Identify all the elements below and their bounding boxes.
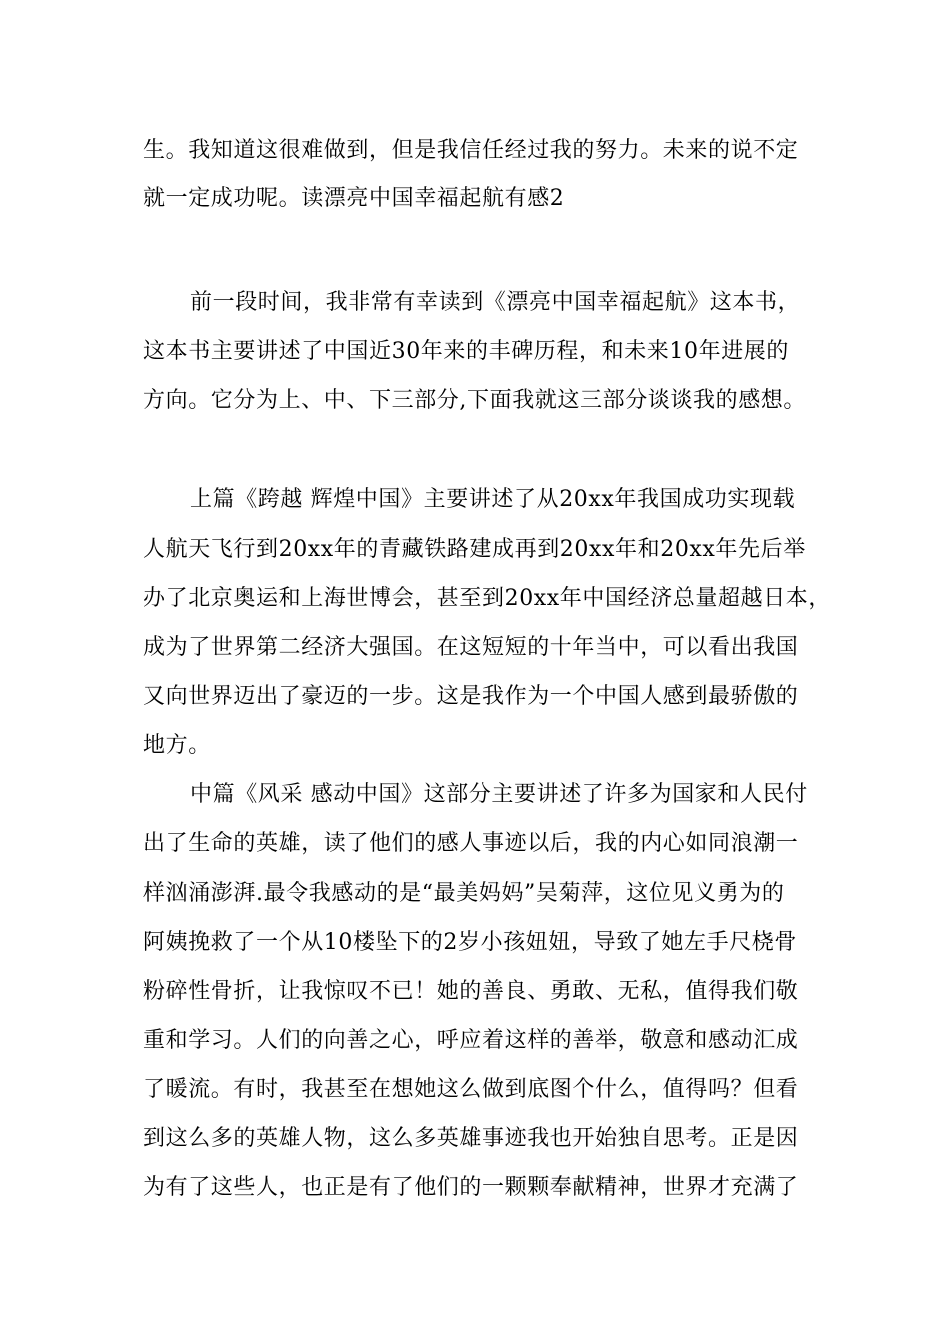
text-line: 方向。它分为上、中、下三部分,下面我就这三部分谈谈我的感想。 (143, 388, 806, 413)
text-line: 样汹涌澎湃.最令我感动的是“最美妈妈”吴菊萍，这位见义勇为的 (143, 881, 785, 906)
text-line: 出了生命的英雄，读了他们的感人事迹以后，我的内心如同浪潮一 (143, 831, 799, 856)
paragraph-first-line: 前一段时间，我非常有幸读到《漂亮中国幸福起航》这本书， (190, 290, 801, 315)
text-line: 成为了世界第二经济大强国。在这短短的十年当中，可以看出我国 (143, 635, 799, 660)
text-line: 地方。 (143, 733, 211, 758)
paragraph-first-line: 中篇《风采 感动中国》这部分主要讲述了许多为国家和人民付 (190, 782, 808, 807)
text-line: 生。我知道这很难做到，但是我信任经过我的努力。未来的说不定 (143, 138, 799, 163)
text-line: 这本书主要讲述了中国近30年来的丰碑历程，和未来10年进展的 (143, 339, 789, 364)
text-line: 为有了这些人，也正是有了他们的一颗颗奉献精神，世界才充满了 (143, 1175, 799, 1200)
text-line: 了暖流。有时，我甚至在想她这么做到底图个什么，值得吗？但看 (143, 1077, 799, 1102)
text-line: 又向世界迈出了豪迈的一步。这是我作为一个中国人感到最骄傲的 (143, 684, 799, 709)
text-line: 办了北京奥运和上海世博会，甚至到20xx年中国经济总量超越日本， (143, 586, 832, 611)
paragraph-first-line: 上篇《跨越 辉煌中国》主要讲述了从20xx年我国成功实现载 (190, 487, 796, 512)
text-line: 阿姨挽救了一个从10楼坠下的2岁小孩妞妞，导致了她左手尺桡骨 (143, 930, 797, 955)
text-line: 重和学习。人们的向善之心，呼应着这样的善举，敬意和感动汇成 (143, 1028, 799, 1053)
text-line: 人航天飞行到20xx年的青藏铁路建成再到20xx年和20xx年先后举 (143, 537, 806, 562)
text-line: 粉碎性骨折，让我惊叹不已！她的善良、勇敢、无私，值得我们敬 (143, 979, 799, 1004)
text-line: 到这么多的英雄人物，这么多英雄事迹我也开始独自思考。正是因 (143, 1126, 799, 1151)
text-line: 就一定成功呢。读漂亮中国幸福起航有感2 (143, 186, 565, 211)
